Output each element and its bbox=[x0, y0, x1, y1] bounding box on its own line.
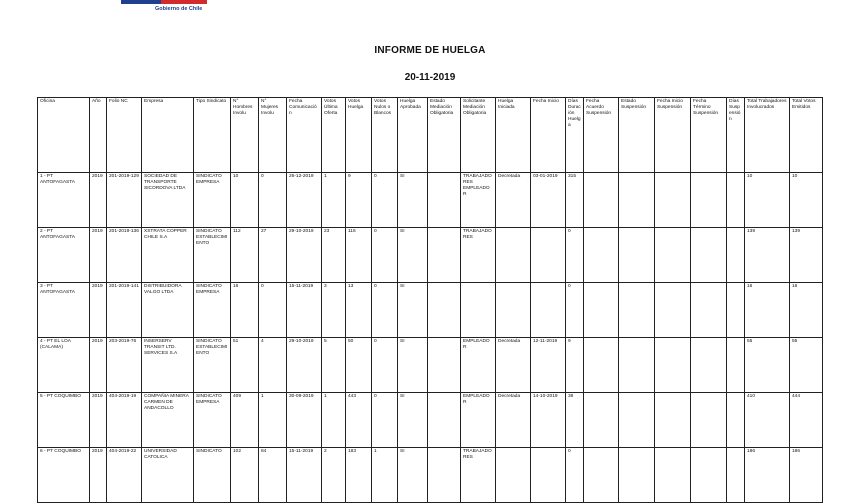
table-cell: 1 - PT ANTOFAGASTA bbox=[38, 173, 90, 228]
strike-report-table bbox=[37, 97, 823, 503]
table-cell: UNIVERSIDAD CATOLICA bbox=[142, 448, 194, 503]
table-cell: 409 bbox=[231, 393, 259, 448]
table-cell: SI bbox=[398, 228, 428, 283]
table-cell bbox=[619, 173, 655, 228]
column-header: Fecha Término Suspensión bbox=[691, 98, 727, 173]
table-cell: 1 bbox=[322, 173, 346, 228]
table-cell: 186 bbox=[745, 448, 790, 503]
table-cell: 10 bbox=[231, 173, 259, 228]
table-cell: XSTRATA COPPER CHILE S.A bbox=[142, 228, 194, 283]
table-cell: 201-2019-141 bbox=[107, 283, 142, 338]
table-cell: 13 bbox=[346, 283, 372, 338]
table-cell: 14-10-2019 bbox=[531, 393, 566, 448]
column-header: Solicitante Mediación Obligatoria bbox=[461, 98, 496, 173]
column-header: Votos Nulos o Blancos bbox=[372, 98, 398, 173]
table-cell bbox=[655, 448, 691, 503]
table-cell: EMPLEADOR bbox=[461, 338, 496, 393]
table-cell bbox=[691, 393, 727, 448]
table-cell: 38 bbox=[566, 393, 584, 448]
table-cell: 29-10-2019 bbox=[287, 228, 322, 283]
table-cell: 404-2019-22 bbox=[107, 448, 142, 503]
table-cell bbox=[727, 283, 745, 338]
strike-report-table-wrapper bbox=[37, 97, 822, 460]
table-cell bbox=[727, 228, 745, 283]
column-header: N° Hombres Involu bbox=[231, 98, 259, 173]
table-cell bbox=[655, 283, 691, 338]
report-title: INFORME DE HUELGA bbox=[374, 45, 486, 56]
column-header: Votos Última Oferta bbox=[322, 98, 346, 173]
table-cell: 03-01-2019 bbox=[531, 173, 566, 228]
table-cell: 2 - PT ANTOFAGASTA bbox=[38, 228, 90, 283]
table-cell: 0 bbox=[372, 338, 398, 393]
table-cell bbox=[584, 393, 619, 448]
table-cell: 12-11-2019 bbox=[531, 338, 566, 393]
column-header: Folio NC bbox=[107, 98, 142, 173]
table-cell: 3 - PT ANTOFAGASTA bbox=[38, 283, 90, 338]
table-cell: 15-11-2019 bbox=[287, 448, 322, 503]
column-header: N° Mujeres Involu bbox=[259, 98, 287, 173]
table-cell bbox=[428, 338, 461, 393]
table-cell bbox=[619, 228, 655, 283]
table-cell: 4 bbox=[259, 338, 287, 393]
table-cell: 443 bbox=[346, 393, 372, 448]
table-cell: 15-11-2019 bbox=[287, 283, 322, 338]
table-cell: 2019 bbox=[90, 338, 107, 393]
table-cell: 0 bbox=[372, 283, 398, 338]
table-cell bbox=[531, 228, 566, 283]
table-cell bbox=[727, 448, 745, 503]
table-cell bbox=[496, 283, 531, 338]
table-cell: 9 bbox=[346, 173, 372, 228]
table-cell: 0 bbox=[566, 228, 584, 283]
table-cell: 16 bbox=[231, 283, 259, 338]
table-cell: 2019 bbox=[90, 173, 107, 228]
table-cell: 5 bbox=[322, 338, 346, 393]
column-header: Estado Mediación Obligatoria bbox=[428, 98, 461, 173]
column-header: Empresa bbox=[142, 98, 194, 173]
table-cell: 5 - PT COQUIMBO bbox=[38, 393, 90, 448]
table-cell bbox=[691, 283, 727, 338]
table-cell: 410 bbox=[745, 393, 790, 448]
table-row bbox=[38, 448, 823, 503]
column-header: Fecha Inicio Suspensión bbox=[655, 98, 691, 173]
table-cell bbox=[691, 173, 727, 228]
table-cell bbox=[655, 228, 691, 283]
table-cell: TRABAJADORES bbox=[461, 228, 496, 283]
table-cell bbox=[727, 393, 745, 448]
table-cell: 112 bbox=[231, 228, 259, 283]
table-cell bbox=[691, 448, 727, 503]
table-cell: 29-10-2019 bbox=[287, 338, 322, 393]
table-cell: 444 bbox=[790, 393, 823, 448]
table-cell bbox=[655, 393, 691, 448]
column-header: Fecha Comunicación bbox=[287, 98, 322, 173]
table-cell: 55 bbox=[745, 338, 790, 393]
table-cell bbox=[691, 228, 727, 283]
column-header: Fecha Inicio bbox=[531, 98, 566, 173]
table-cell: 0 bbox=[372, 228, 398, 283]
table-cell: 4 - PT EL LOA (CALAMA) bbox=[38, 338, 90, 393]
table-cell: 203-2019-76 bbox=[107, 338, 142, 393]
table-cell: 26-12-2019 bbox=[287, 173, 322, 228]
table-cell bbox=[619, 393, 655, 448]
table-cell: Decretada bbox=[496, 173, 531, 228]
table-cell: SINDICATO EMPRESA bbox=[194, 173, 231, 228]
table-cell: 10 bbox=[745, 173, 790, 228]
table-cell: SINDICATO ESTABLECIMIENTO bbox=[194, 338, 231, 393]
column-header: Oficina bbox=[38, 98, 90, 173]
table-cell: 1 bbox=[372, 448, 398, 503]
report-date: 20-11-2019 bbox=[404, 72, 456, 83]
table-cell: 1 bbox=[259, 393, 287, 448]
table-cell: 51 bbox=[231, 338, 259, 393]
column-header: Estado Suspensión bbox=[619, 98, 655, 173]
table-cell: 201-2019-136 bbox=[107, 228, 142, 283]
table-cell: EMPLEADOR bbox=[461, 393, 496, 448]
table-cell: SI bbox=[398, 448, 428, 503]
logo-text: Gobierno de Chile bbox=[155, 6, 203, 12]
table-cell: SINDICATO EMPRESA bbox=[194, 283, 231, 338]
table-cell bbox=[461, 283, 496, 338]
table-cell: 183 bbox=[346, 448, 372, 503]
table-cell bbox=[428, 283, 461, 338]
table-cell bbox=[727, 338, 745, 393]
table-cell bbox=[428, 393, 461, 448]
table-cell: 50 bbox=[346, 338, 372, 393]
column-header: Total Votos Emitidos bbox=[790, 98, 823, 173]
column-header: Huelga Iniciada bbox=[496, 98, 531, 173]
table-cell bbox=[428, 448, 461, 503]
table-cell: 2019 bbox=[90, 283, 107, 338]
table-header-row bbox=[38, 98, 823, 173]
column-header: Días Duración Huelga bbox=[566, 98, 584, 173]
table-cell: TRABAJADORES bbox=[461, 448, 496, 503]
table-cell: 0 bbox=[259, 173, 287, 228]
table-cell bbox=[655, 338, 691, 393]
table-cell: SINDICATO ESTABLECIMIENTO bbox=[194, 228, 231, 283]
column-header: Total Trabajadores Involucrados bbox=[745, 98, 790, 173]
table-cell: INSERSERV TRANSIT LTD. SERVICES S.A bbox=[142, 338, 194, 393]
table-cell: Decretada bbox=[496, 338, 531, 393]
table-cell bbox=[496, 228, 531, 283]
table-cell: TRABAJADORES EMPLEADOR bbox=[461, 173, 496, 228]
table-cell bbox=[428, 173, 461, 228]
table-cell: 9 bbox=[566, 338, 584, 393]
table-cell: COMPAÑIA MINERA CARMEN DE ANDACOLLO bbox=[142, 393, 194, 448]
column-header: Días Suspensión bbox=[727, 98, 745, 173]
table-cell: 404-2019-19 bbox=[107, 393, 142, 448]
table-cell: 0 bbox=[372, 393, 398, 448]
table-cell: 315 bbox=[566, 173, 584, 228]
table-cell: SI bbox=[398, 283, 428, 338]
table-cell: 55 bbox=[790, 338, 823, 393]
table-cell: 0 bbox=[259, 283, 287, 338]
table-row bbox=[38, 228, 823, 283]
column-header: Tipo Sindicato bbox=[194, 98, 231, 173]
table-cell: 0 bbox=[566, 448, 584, 503]
table-row bbox=[38, 393, 823, 448]
table-cell bbox=[584, 228, 619, 283]
table-cell bbox=[727, 173, 745, 228]
table-row bbox=[38, 338, 823, 393]
table-cell: 201-2019-129 bbox=[107, 173, 142, 228]
column-header: Votos Huelga bbox=[346, 98, 372, 173]
table-cell: 2 bbox=[322, 448, 346, 503]
table-cell: Decretada bbox=[496, 393, 531, 448]
table-cell: SI bbox=[398, 338, 428, 393]
table-cell: 16 bbox=[790, 283, 823, 338]
table-cell: 27 bbox=[259, 228, 287, 283]
table-cell bbox=[584, 338, 619, 393]
table-cell bbox=[584, 173, 619, 228]
table-cell: 102 bbox=[231, 448, 259, 503]
table-cell: 186 bbox=[790, 448, 823, 503]
column-header: Fecha Acuerdo Suspensión bbox=[584, 98, 619, 173]
table-cell bbox=[619, 283, 655, 338]
column-header: Año bbox=[90, 98, 107, 173]
table-cell bbox=[584, 283, 619, 338]
table-cell bbox=[428, 228, 461, 283]
table-cell: 84 bbox=[259, 448, 287, 503]
table-cell bbox=[584, 448, 619, 503]
table-cell: 1 bbox=[322, 393, 346, 448]
table-cell: 116 bbox=[346, 228, 372, 283]
table-cell: 2019 bbox=[90, 448, 107, 503]
table-cell: 23 bbox=[322, 228, 346, 283]
table-cell: 139 bbox=[790, 228, 823, 283]
table-cell bbox=[619, 448, 655, 503]
table-row bbox=[38, 173, 823, 228]
table-cell bbox=[496, 448, 531, 503]
table-cell: 16 bbox=[745, 283, 790, 338]
table-cell bbox=[691, 338, 727, 393]
table-cell: 30-09-2019 bbox=[287, 393, 322, 448]
table-cell: 139 bbox=[745, 228, 790, 283]
table-cell: SI bbox=[398, 173, 428, 228]
table-cell: 2019 bbox=[90, 228, 107, 283]
table-cell bbox=[655, 173, 691, 228]
table-cell: SINDICATO EMPRESA bbox=[194, 393, 231, 448]
table-cell: SOCIEDAD DE TRANSPORTE SICORDOVA LTDA bbox=[142, 173, 194, 228]
table-cell: SINDICATO bbox=[194, 448, 231, 503]
column-header: Huelga Aprobada bbox=[398, 98, 428, 173]
gobierno-logo bbox=[121, 0, 207, 17]
table-cell: 0 bbox=[372, 173, 398, 228]
table-cell: 10 bbox=[790, 173, 823, 228]
table-cell bbox=[531, 283, 566, 338]
table-cell: DISTRIBUIDORA VALGO LTDA bbox=[142, 283, 194, 338]
table-cell: 6 - PT COQUIMBO bbox=[38, 448, 90, 503]
table-cell: 2019 bbox=[90, 393, 107, 448]
table-cell bbox=[531, 448, 566, 503]
table-row bbox=[38, 283, 823, 338]
table-cell: 3 bbox=[322, 283, 346, 338]
table-cell: SI bbox=[398, 393, 428, 448]
table-cell: 0 bbox=[566, 283, 584, 338]
table-cell bbox=[619, 338, 655, 393]
